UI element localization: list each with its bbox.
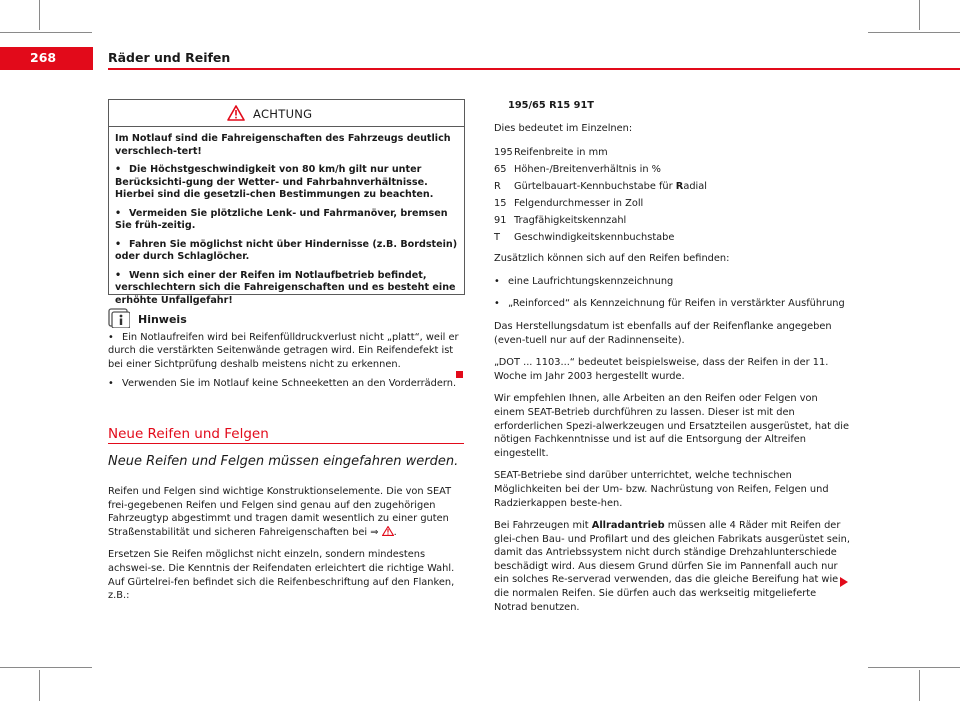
warning-intro: Im Notlauf sind die Fahreigenschaften des Fahrzeugs deutlich verschlech-tert! <box>115 133 451 157</box>
hint-body <box>108 331 464 397</box>
paragraph: Bei Fahrzeugen mit Allradantrieb müssen alle 4 Räder mit Reifen der glei-chen Bau- und Profilart und des gleichen Fabrikats ausgerüstet sein, damit das Antriebssystem nicht durch ständige Drehzahlunterschiede beschädigt wird. Aus diesem Grund dürfen Sie im Pannenfall auch nur ein solches Re-serverad verwenden, das die gleiche Bereifung hat wie die normalen Reifen. Sie dürfen auch das werkseitig mitgelieferte Notrad benutzen. <box>494 520 850 613</box>
info-hint-icon <box>108 308 130 328</box>
hint-item: • Verwenden Sie im Notlauf keine Schneeketten an den Vorderrädern. <box>108 378 457 390</box>
warning-item: • Die Höchstgeschwindigkeit von 80 km/h gilt nur unter Berücksichti-gung der Wetter- und Fahrbahnverhältnisse. Hierbei sind die gesetzli-chen Bestimmungen zu beachten. <box>115 164 434 200</box>
paragraph: Wir empfehlen Ihnen, alle Arbeiten an den Reifen oder Felgen von einem SEAT-Betrieb durchführen zu lassen. Dieser ist mit den erforderlichen Spezi-alwerkzeugen und Ersatzteilen ausgerüstet, hat die nötigen Fachkenntnisse und ist auf die Entsorgung der Altreifen eingestellt. <box>494 393 849 459</box>
next-page-arrow-icon[interactable] <box>840 577 848 587</box>
section-end-marker <box>456 371 463 378</box>
left-body-text <box>108 485 464 612</box>
warning-box <box>108 99 465 306</box>
table-row: 91 Tragfähigkeitskennzahl <box>494 215 627 227</box>
hint-item: • Ein Notlaufreifen wird bei Reifenfülldruckverlust nicht „platt“, weil er durch die verstärkten Seitenwände getragen wird. Ein Reifendefekt ist bei einer Sichtprüfung deshalb meistens nicht zu erkennen. <box>108 332 459 370</box>
paragraph: Dies bedeutet im Einzelnen: <box>494 122 633 134</box>
page-number: 268 <box>30 50 57 65</box>
table-row: R Gürtelbauart-Kennbuchstabe für Radial <box>494 181 707 193</box>
table-row: 195 Reifenbreite in mm <box>494 147 608 159</box>
crop-mark <box>0 667 92 668</box>
crop-mark <box>39 670 40 701</box>
paragraph: SEAT-Betriebe sind darüber unterrichtet, welche technischen Möglichkeiten bei der Um- bzw. Nachrüstung von Reifen, Felgen und Radzierkappen beste-hen. <box>494 470 829 509</box>
bullet-icon: • <box>115 207 122 219</box>
paragraph: Reifen und Felgen sind wichtige Konstruktionselemente. Die von SEAT frei-gegebenen Reifen und Felgen sind genau auf den zugehörigen Fahrzeugtyp abgestimmt und tragen damit wesentlich zu einer guten Straßenstabilität und sicheren Fahreigenschaften bei ⇒ . <box>108 486 452 538</box>
paragraph: Das Herstellungsdatum ist ebenfalls auf der Reifenflanke angegeben (even-tuell nur auf der Radinnenseite). <box>494 320 832 346</box>
paragraph: Ersetzen Sie Reifen möglichst nicht einzeln, sondern mindestens achswei-se. Die Kenntnis der Reifendaten erleichtert die richtige Wahl. Auf Gürtelrei-fen befindet sich die Reifenbeschriftung auf den Flanken, z.B.: <box>108 549 455 602</box>
warning-item: • Fahren Sie möglichst nicht über Hindernisse (z.B. Bordstein) oder durch Schlaglöcher. <box>115 238 458 262</box>
warning-triangle-icon[interactable] <box>382 526 394 536</box>
warning-item: • Vermeiden Sie plötzliche Lenk- und Fahrmanöver, bremsen Sie früh-zeitig. <box>115 207 448 231</box>
crop-mark <box>919 670 920 701</box>
bullet-icon: • <box>494 275 500 287</box>
tire-spec-table <box>494 144 707 246</box>
right-body-text <box>494 99 850 623</box>
chapter-title: Räder und Reifen <box>108 50 231 65</box>
bullet-icon: • <box>115 269 122 281</box>
paragraph: „DOT ... 1103...“ bedeutet beispielsweise, dass der Reifen in der 11. Woche im Jahr 2003 hergestellt wurde. <box>494 357 829 382</box>
table-row: T Geschwindigkeitskennbuchstabe <box>494 232 675 244</box>
crop-mark <box>0 32 92 33</box>
crop-mark <box>39 0 40 30</box>
section-subtitle: Neue Reifen und Felgen müssen eingefahren werden. <box>108 454 459 469</box>
bullet-icon: • <box>115 238 122 250</box>
warning-label: ACHTUNG <box>253 107 313 121</box>
crop-mark <box>868 32 960 33</box>
warning-triangle-icon <box>227 105 245 121</box>
section-rule <box>108 443 464 444</box>
warning-item: • Wenn sich einer der Reifen im Notlaufbetrieb befindet, verschlechtern sich die Fahreigenschaften und es besteht eine erhöhte Unfallgefahr! <box>115 269 456 306</box>
warning-body <box>109 127 464 307</box>
list-item: • „Reinforced“ als Kennzeichnung für Reifen in verstärkter Ausführung <box>494 298 845 310</box>
bullet-icon: • <box>494 298 500 310</box>
bullet-icon: • <box>115 164 122 175</box>
paragraph: Zusätzlich können sich auf den Reifen befinden: <box>494 253 730 265</box>
list-item: • eine Laufrichtungskennzeichnung <box>494 275 674 287</box>
crop-mark <box>919 0 920 30</box>
crop-mark <box>868 667 960 668</box>
table-row: 15 Felgendurchmesser in Zoll <box>494 198 644 210</box>
header-rule <box>108 68 960 70</box>
bullet-icon: • <box>108 332 114 343</box>
section-title: Neue Reifen und Felgen <box>108 426 269 442</box>
bullet-icon: • <box>108 378 114 390</box>
warning-header <box>109 100 464 127</box>
tire-code: 195/65 R15 91T <box>508 100 594 111</box>
hint-title: Hinweis <box>138 313 187 326</box>
table-row: 65 Höhen-/Breitenverhältnis in % <box>494 164 661 176</box>
